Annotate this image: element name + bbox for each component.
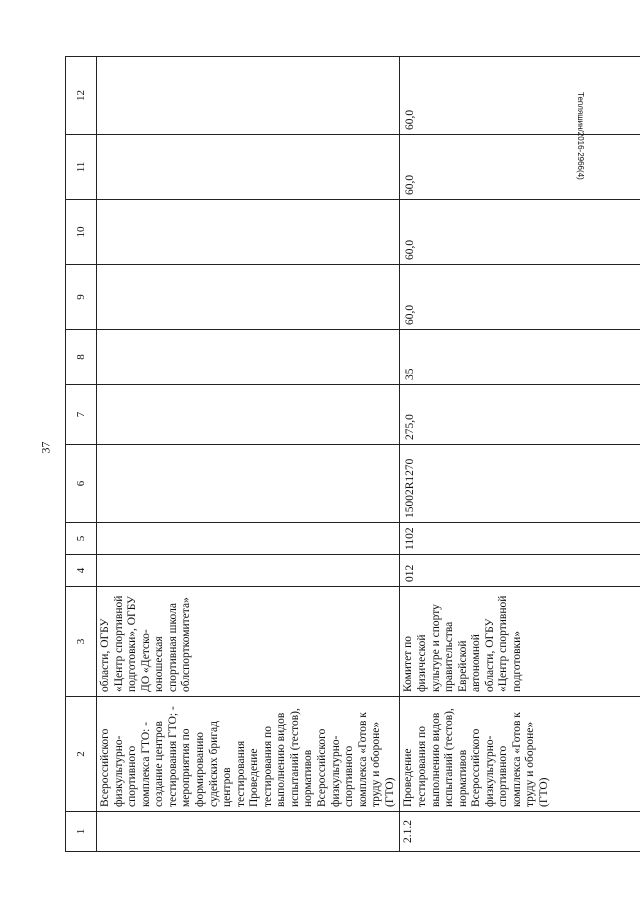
header-cell: 11	[66, 135, 97, 200]
measure-name-cell: Проведение тестирования по выполнению видов испытаний (тестов), нормативов Всероссийского физкультурно-спортивного комплекса «Готов к труду и обороне» (ГТО)	[400, 697, 640, 812]
value-cell	[97, 330, 400, 385]
value-cell	[97, 385, 400, 445]
value-cell	[97, 523, 400, 555]
executor-cell: Комитет по физической культуре и спорту правительства Еврейской автономной области, ОГБУ «Центр спортивной подготовки»	[400, 587, 640, 697]
footer-code: Тепляшин/2016-2966(4)	[576, 92, 585, 180]
value-cell: 012	[400, 555, 640, 587]
executor-cell: области, ОГБУ «Центр спортивной подготовки», ОГБУ ДО «Детско-юношеская спортивная школа облспорткомитета»	[97, 587, 400, 697]
header-cell: 6	[66, 445, 97, 523]
header-cell: 9	[66, 265, 97, 330]
value-cell	[97, 445, 400, 523]
value-cell	[97, 57, 400, 135]
header-cell: 12	[66, 57, 97, 135]
value-cell: 60,0	[400, 135, 640, 200]
header-cell: 2	[66, 697, 97, 812]
value-cell: 60,0	[400, 200, 640, 265]
header-cell: 5	[66, 523, 97, 555]
header-cell: 1	[66, 812, 97, 852]
value-cell: 1102	[400, 523, 640, 555]
value-cell	[97, 200, 400, 265]
header-cell: 8	[66, 330, 97, 385]
value-cell	[97, 555, 400, 587]
value-cell: 60,0	[400, 265, 640, 330]
header-cell: 10	[66, 200, 97, 265]
value-cell: 35	[400, 330, 640, 385]
budget-table	[65, 56, 640, 852]
value-cell: 60,0	[400, 57, 640, 135]
page-number: 37	[38, 441, 53, 454]
value-cell: 15002R1270	[400, 445, 640, 523]
rotated-table-container	[65, 57, 550, 852]
header-cell: 4	[66, 555, 97, 587]
value-cell: 275,0	[400, 385, 640, 445]
row-number-cell	[97, 812, 400, 852]
table-row	[400, 57, 640, 852]
header-cell: 7	[66, 385, 97, 445]
value-cell	[97, 265, 400, 330]
value-cell	[97, 135, 400, 200]
table-row	[97, 57, 400, 852]
measure-name-cell: Всероссийского физкультурно-спортивного комплекса ГТО: - создание центров тестирования ГТО; - мероприятия по формированию судейских бригад центров тестирования Проведение тестирования по выполнению видов испытаний (тестов), нормативов Всероссийского физкультурно-спортивного комплекса «Готов к труду и обороне» (ГТО)	[97, 697, 400, 812]
header-cell: 3	[66, 587, 97, 697]
row-number-cell: 2.1.2	[400, 812, 640, 852]
header-row	[66, 57, 97, 852]
